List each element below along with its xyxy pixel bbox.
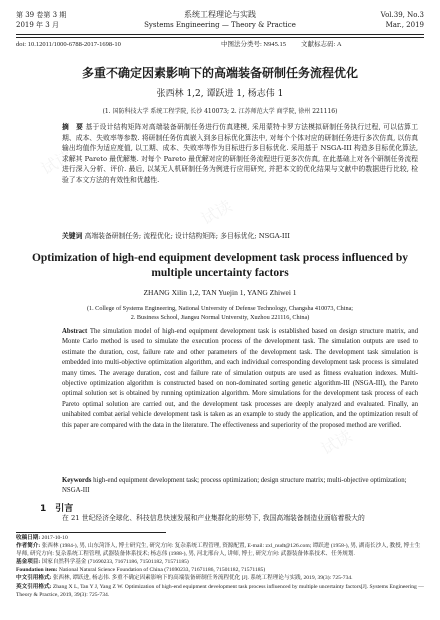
document-code: 文献标志码: A [301,41,342,48]
keywords-cn [62,231,418,241]
footnotes [16,534,424,599]
title-cn: 多重不确定因素影响下的高端装备研制任务流程优化 [81,66,358,80]
keywords-cn-text: 高端装备研制任务; 流程优化; 设计结构矩阵; 多目标优化; NSGA-III [84,232,290,240]
intro-paragraph: 在 21 世纪经济全球化、科技信息快速发展和产业集群化的形势下, 我国高端装备制造业面临着极大的 [62,514,365,522]
affiliation-en-line: (1. College of Systems Engineering, National University of Defense Technology, Changsha 410073, China; [86,305,354,312]
authors-en: ZHANG Xilin 1,2, TAN Yuejin 1, YANG Zhiwei 1 [143,288,297,297]
authors-cn: 张西林 1,2, 谭跃进 1, 杨志伟 1 [156,89,284,99]
watermark: 试读 [197,196,236,229]
volume-cn: 第 39 卷第 3 期 [16,11,67,19]
keywords-en-text: high-end equipment development task; process optimization; design structure matrix; multi-objective optimization; NSGA-III [62,477,407,494]
header-right [381,10,424,30]
affiliation-en-line: 2. Business School, Jiangsu Normal University, Xuzhou 221116, China) [130,314,310,321]
journal-en: Systems Engineering — Theory & Practice [144,21,296,29]
watermark: 试读 [37,146,76,179]
affiliation-en [0,304,440,322]
date-en: Mar., 2019 [385,21,424,29]
keywords-en [62,476,418,496]
footnote-authors: 作者简介: 张西林 (1984-), 男, 山东菏泽人, 博士研究生, 研究方向: 复杂系统工程管理, 资源配置, E-mail: zxl_nudt@126.com; 谭跃进 (1958-), 男, 湖南长沙人, 教授, 博士生导师, 研究方向: 复杂系统工程管理, 武器装备体系技术; 杨志伟 (1988-), 男, 河北邢台人, 讲师, 博士, 研究方向: 武器装备体系技术、任务规划. [16,543,421,558]
title-en: Optimization of high-end equipment development task process influenced by multiple uncertainty factors [31,252,409,279]
abstract-cn-label: 摘 要 [62,123,84,131]
abstract-cn [62,122,418,185]
abstract-en [62,327,418,431]
header-rule-top [16,34,424,35]
volume-en: Vol.39, No.3 [380,11,424,19]
watermark: 试读 [357,146,396,179]
section-heading-intro: 1 引言 [40,504,74,514]
affiliation-cn: (1. 国防科技大学 系统工程学院, 长沙 410073; 2. 江苏师范大学 商学院, 徐州 221116) [102,108,338,115]
footnote-fund-en: Foundation item: National Natural Science Foundation of China (71690233, 71671186, 71501182, 71571185) [16,567,266,574]
footnote-cite-en: 英文引用格式: Zhang X L, Tan Y J, Yang Z W. Optimization of high-end equipment development task process influenced by multiple uncertainty factors[J]. Systems Engineering — Theory & Practice, 2019, 39(3): 725-734. [16,583,424,598]
clc-number: 中图法分类号: N945.15 [221,41,286,48]
date-cn: 2019 年 3 月 [16,21,59,29]
watermark: 试读 [107,396,146,429]
doi-link[interactable]: doi: 10.12011/1000-6788-2017-1698-10 [16,41,121,48]
keywords-en-label: Keywords [62,477,92,484]
footnote-rule [16,532,166,533]
footnote-received: 收稿日期: 2017-10-10 [16,535,68,541]
footnote-cite-cn: 中文引用格式: 张西林, 谭跃进, 杨志伟. 多重不确定因素影响下的高端装备研制任务流程优化 [J]. 系统工程理论与实践, 2019, 39(3): 725-734. [16,575,353,582]
abstract-cn-text: 基于设计结构矩阵对高端装备研制任务进行仿真建模, 采用蒙特卡罗方法模拟研制任务执行过程, 可以估算工期、成本、失败率等参数. 将研制任务仿真嵌入到多目标优化算法中, 对每个个体对应的研制任务进行多次仿真, 以仿真输出均值作为适应度值, 以工期、成本、失败率等作为目标进行多目标优化. 采用基于 NSGA-III 构造多目标优化算法, 求解其 Pareto 最优解集. 对每个 Pareto 最优解对应的研制任务流程进行更多次仿真, 在此基础上对各个研制任务流程进行深入分析、评价. 最后, 以某无人机研制任务为例进行应用研究, 并把本文的优化结果与文献中的数据进行比较, 检验了本文方法的有效性和优越性. [62,123,418,184]
header-center [16,10,424,30]
abstract-en-text: The simulation model of high-end equipment development task is established based on design structure matrix, and Monte Carlo method is used to simulate the execution process of the development task. The simulation outputs are used to estimate the duration, cost, failure rate and other parameters of the development task. The development task simulation is embedded into multi-objective optimization algorithm, and each individual corresponding development task process is simulated many times. The average duration, cost and failure rate of simulation outputs are used as fitness evaluation indexes. Multi-objective optimization algorithm is constructed based on non-dominated sorting genetic algorithm-III (NSGA-III), the Pareto optimal solution set is obtained by running optimization algorithm. More simulations for the development task process of each Pareto optimal solution are carried out, and the development task processes are deeply analyzed and evaluated. Finally, an unihabited combat aerial vehicle development task is taken as an example to study the application, and the optimization result of this paper are compared with the data in the literature. The effectiveness and superiority of the proposed method are verified. [62,328,418,429]
footnote-fund-cn: 基金项目: 国家自然科学基金 (71690233, 71671186, 71501182, 71571185) [16,559,189,566]
watermark: 试读 [317,426,356,459]
journal-cn: 系统工程理论与实践 [184,10,256,19]
header-rule-bottom [16,37,424,38]
running-header [16,10,424,34]
keywords-cn-label: 关键词 [62,232,83,240]
abstract-en-label: Abstract [62,328,88,335]
